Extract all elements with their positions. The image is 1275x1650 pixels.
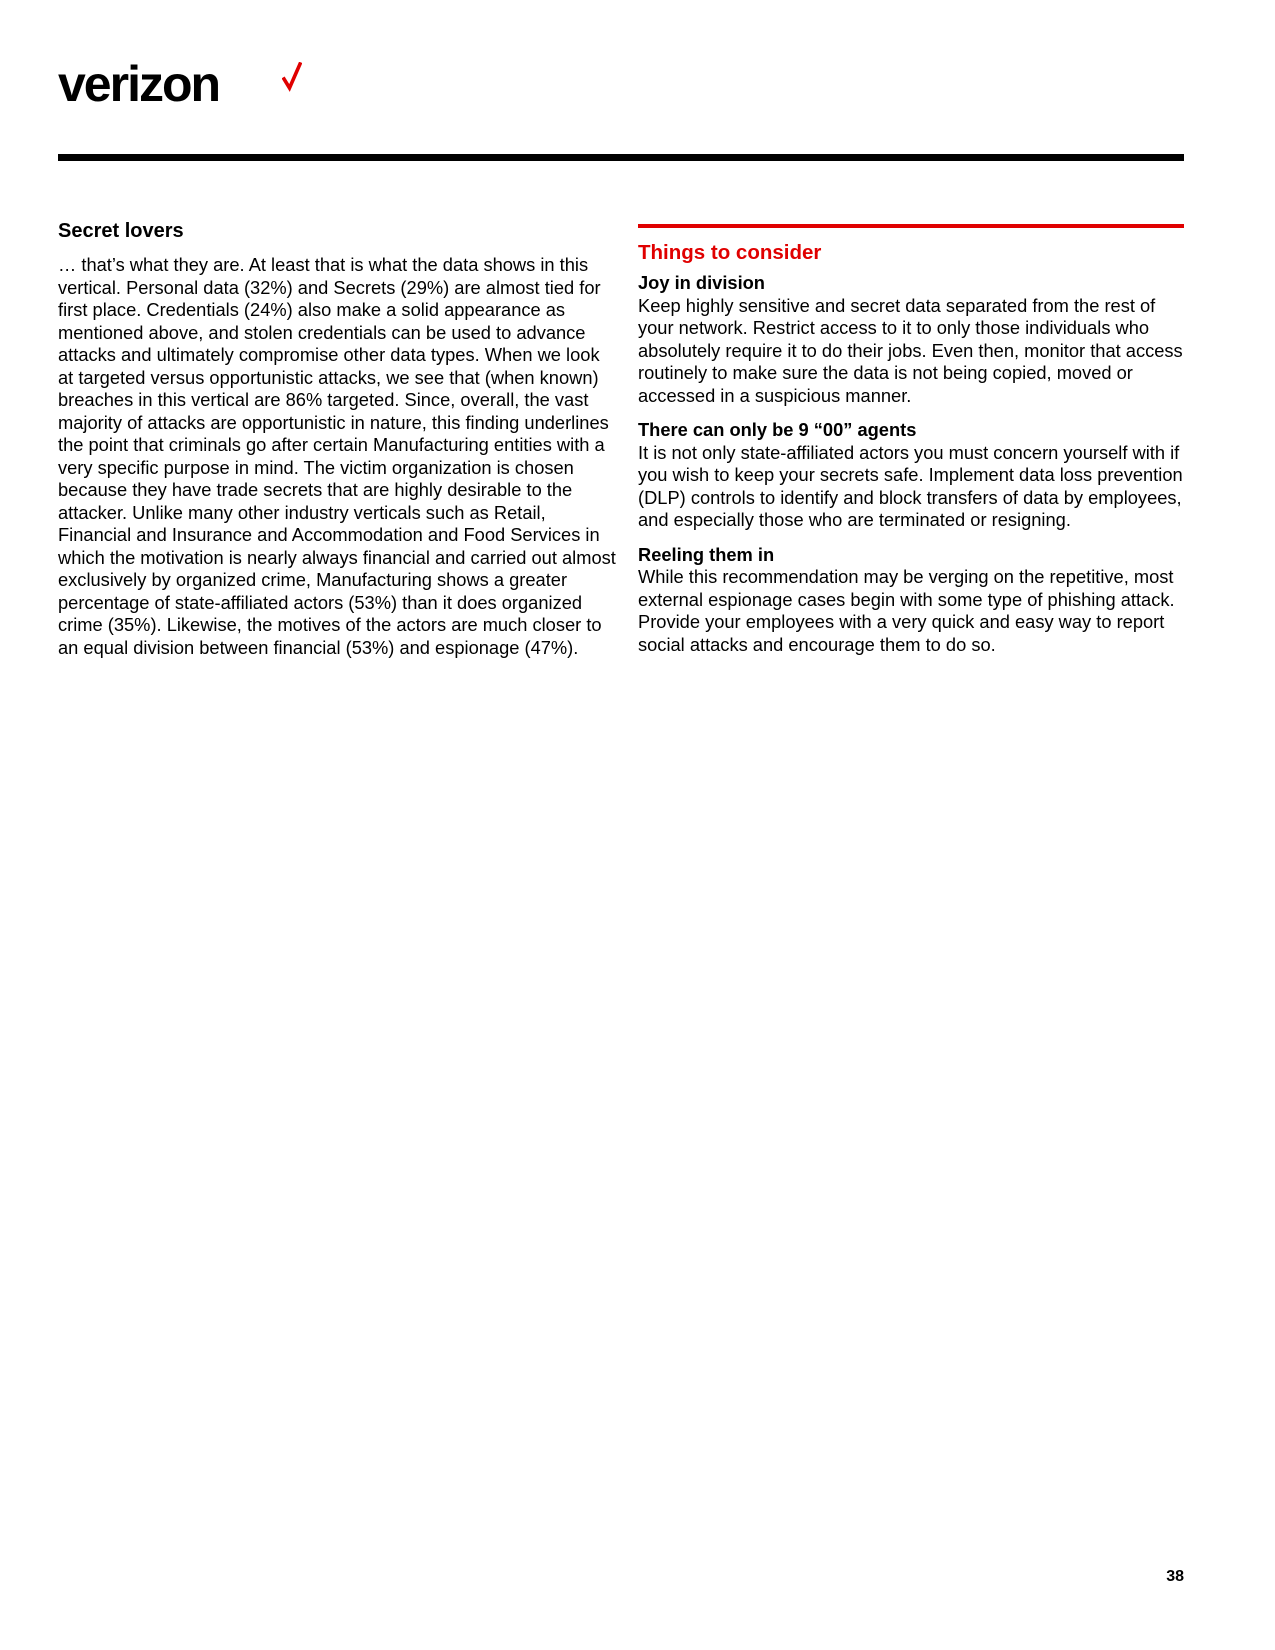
item-heading: There can only be 9 “00” agents: [638, 419, 917, 440]
consider-item: [638, 544, 1184, 657]
section-heading: Secret lovers: [58, 220, 184, 242]
header-divider: [58, 154, 1184, 161]
accent-divider: [638, 224, 1184, 228]
consider-item: [638, 419, 1184, 532]
secret-lovers-section: [58, 218, 618, 659]
consider-item: [638, 272, 1184, 407]
item-heading: Reeling them in: [638, 543, 775, 565]
panel-title: Things to consider: [638, 241, 822, 264]
item-body: It is not only state-affiliated actors you must concern yourself with if you wish to keep your secrets safe. Implement data loss prevention (DLP) controls to identify and block transfers of data by employees, and especially those who are terminated or resigning.: [638, 441, 1183, 530]
item-body: While this recommendation may be verging on the repetitive, most external espionage cases begin with some type of phishing attack. Provide your employees with a very quick and easy way to report social attacks and encourage them to do so.: [638, 566, 1175, 655]
section-body: … that’s what they are. At least that is what the data shows in this vertical. Personal data (32%) and Secrets (29%) are almost tied for first place. Credentials (24%) also make a solid appearance as mentioned above, and stolen credentials can be used to advance attacks and ultimately compromise other data types. When we look at targeted versus opportunistic attacks, we see that (when known) breaches in this vertical are 86% targeted. Since, overall, the vast majority of attacks are opportunistic in nature, this finding underlines the point that criminals go after certain Manufacturing entities with a very specific purpose in mind. The victim organization is chosen because they have trade secrets that are highly desirable to the attacker. Unlike many other industry verticals such as Retail, Financial and Insurance and Accommodation and Food Services in which the motivation is nearly always financial and carried out almost exclusively by organized crime, Manufacturing shows a greater percentage of state-affiliated actors (53%) than it does organized crime (35%). Likewise, the motives of the actors are much closer to an equal division between financial (53%) and espionage (47%).: [58, 254, 616, 658]
page-number: 38: [1166, 1568, 1184, 1585]
verizon-logo: [58, 58, 219, 110]
things-to-consider-panel: [638, 224, 1184, 668]
item-heading: Joy in division: [638, 272, 765, 293]
item-body: Keep highly sensitive and secret data separated from the rest of your network. Restrict access to it to only those individuals who absolutely require it to do their jobs. Even then, monitor that access routinely to make sure the data is not being copied, moved or accessed in a suspicious manner.: [638, 294, 1183, 406]
checkmark-icon: [282, 62, 302, 92]
logo-wordmark: verizon: [58, 56, 220, 112]
